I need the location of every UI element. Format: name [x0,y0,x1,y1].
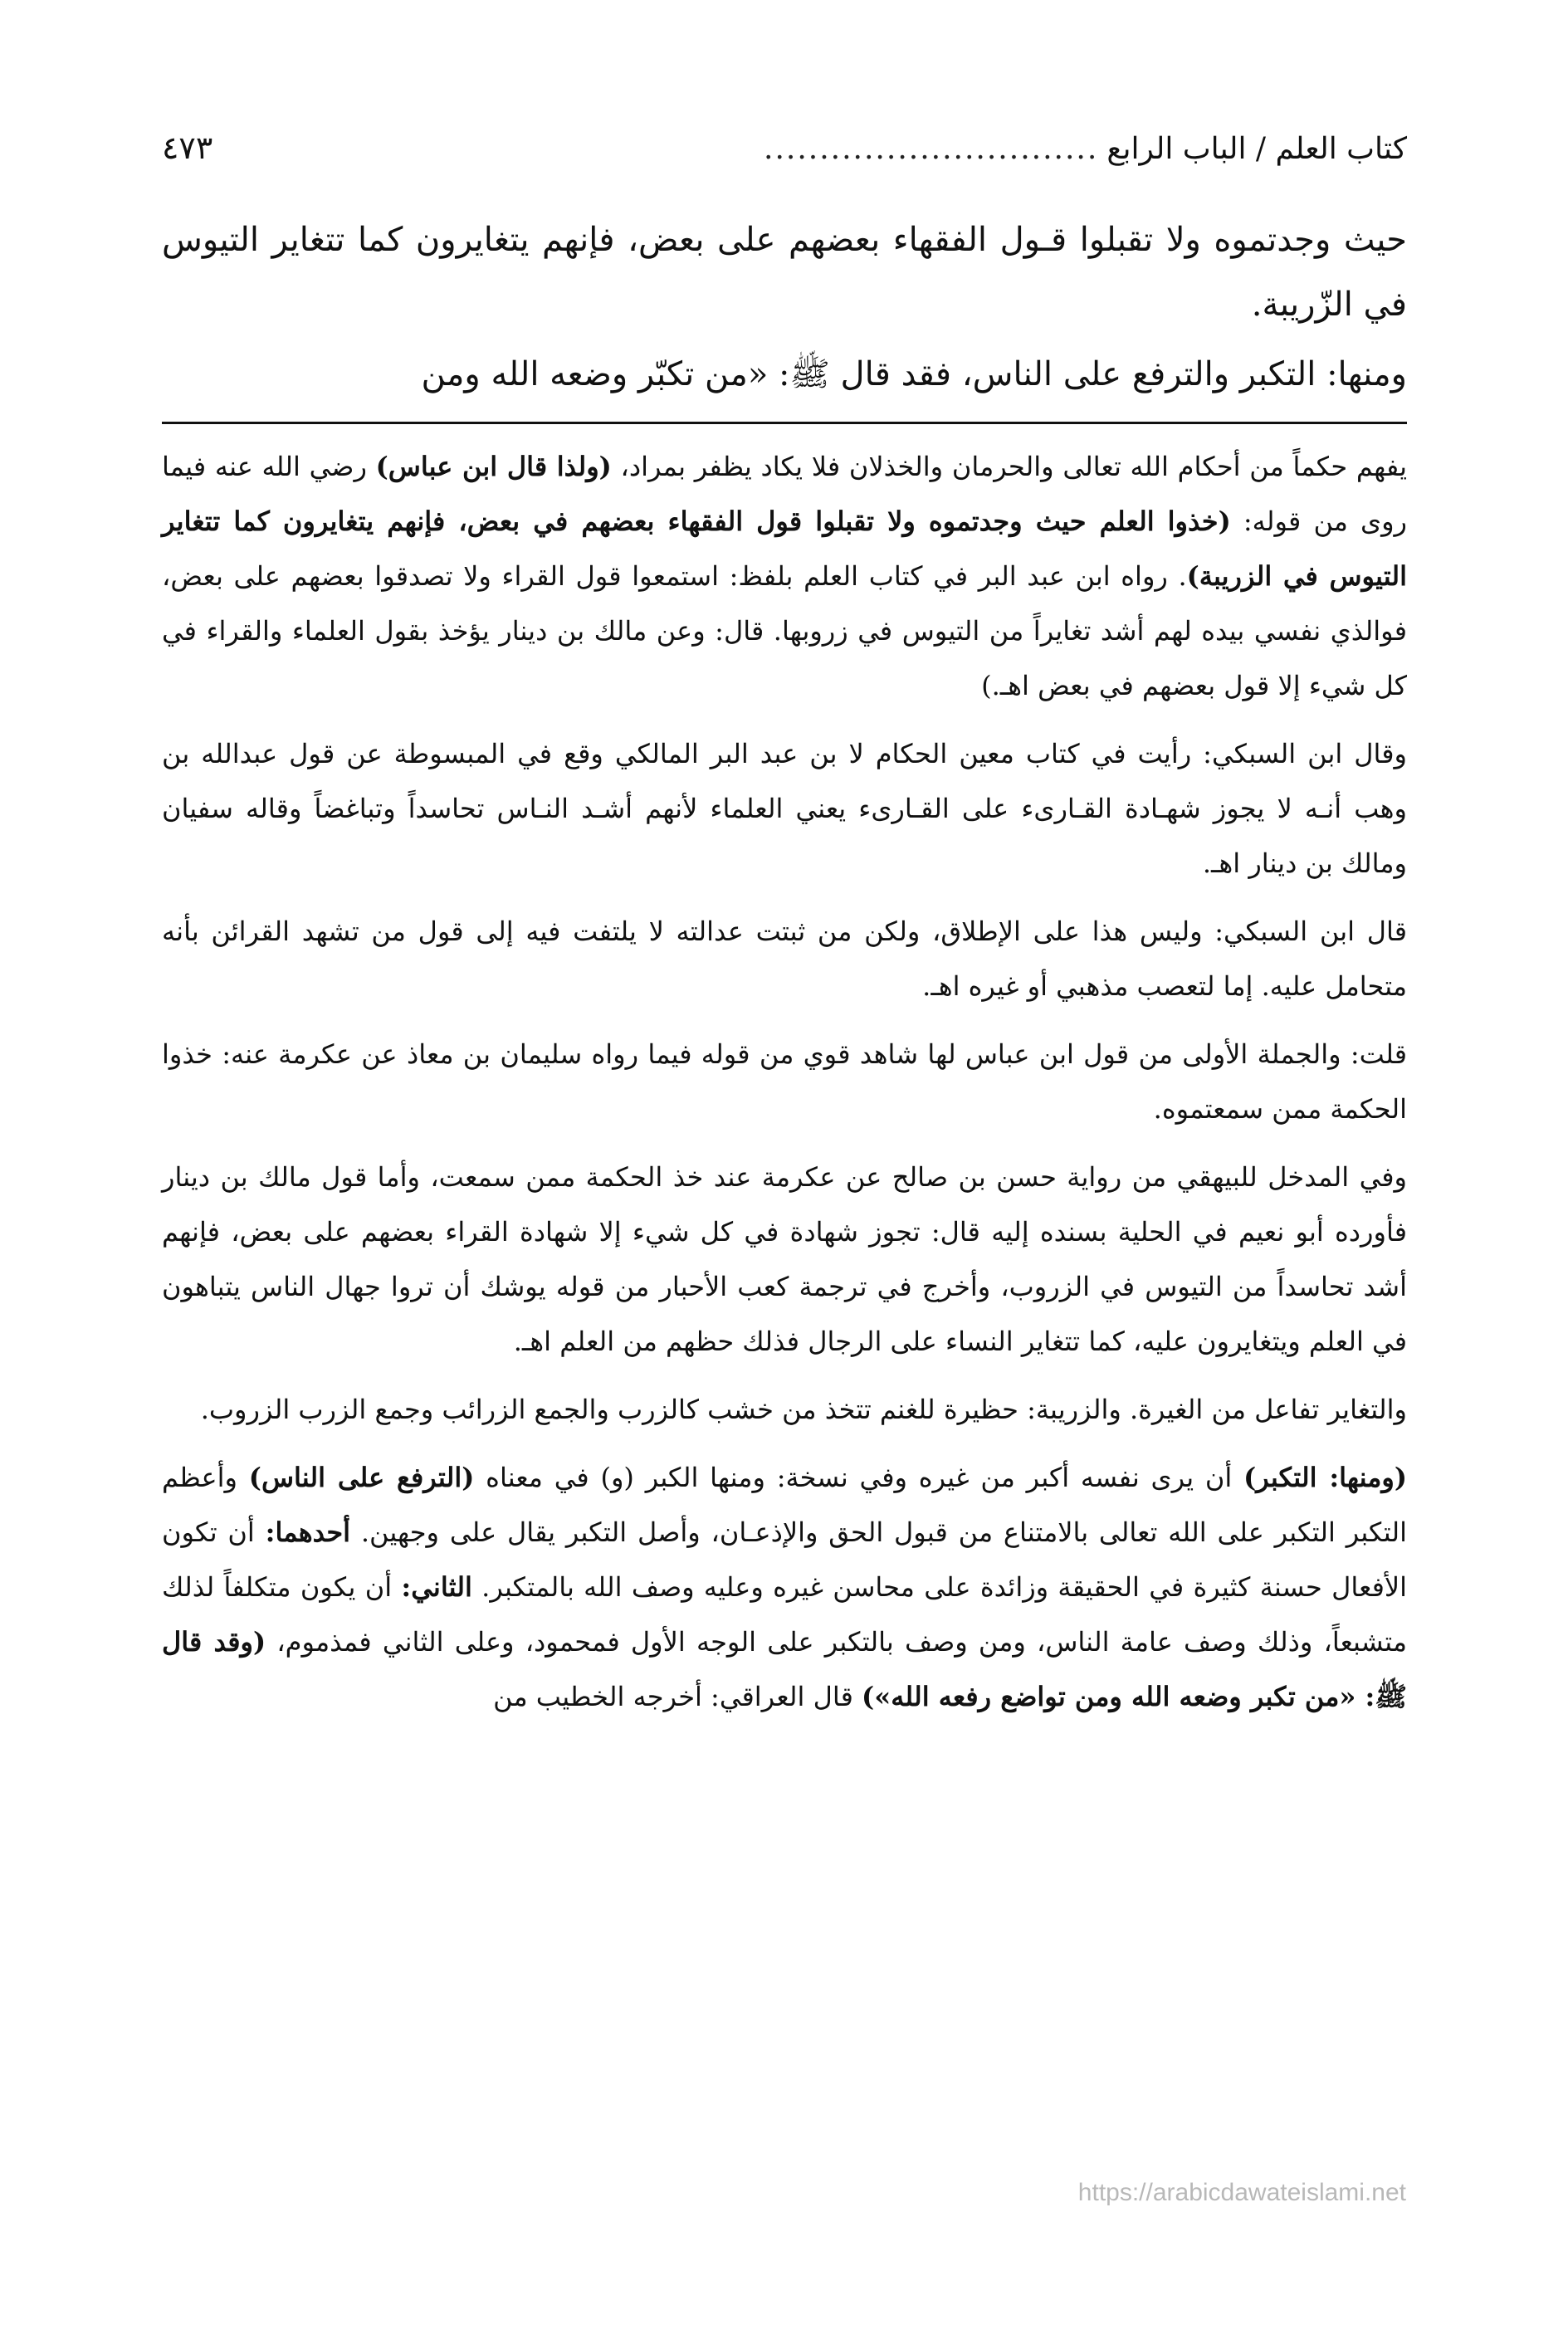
commentary-text: أن تكون الأفعال حسنة كثيرة في الحقيقة وزائدة على محاسن غيره وعليه وصف الله بالمتكبر. [162,1516,1408,1603]
main-paragraph-1: حيث وجدتموه ولا تقبلوا قـول الفقهاء بعضهم على بعض، فإنهم يتغايرون كما تتغاير التيوس في الزّريبة. [162,221,1407,324]
header-title: كتاب العلم / الباب الرابع [1106,132,1407,166]
commentary-paragraph-3: قال ابن السبكي: وليس هذا على الإطلاق، ولكن من ثبتت عدالته لا يلتفت فيه إلى قول من تشهد القرائن بأنه متحامل عليه. إما لتعصب مذهبي أو غيره اهـ. [162,916,1407,1002]
commentary-text: يفهم حكماً من أحكام الله تعالى والحرمان والخذلان فلا يكاد يظفر بمراد، [611,451,1407,482]
commentary-bold-quote: (خذوا العلم حيث وجدتموه ولا تقبلوا قول الفقهاء بعضهم في بعض، فإنهم يتغايرون كما تتغاير التيوس في الزريبة) [162,505,1407,592]
commentary-bold-term: أحدهما: [265,1516,351,1548]
commentary-paragraph-5: وفي المدخل للبيهقي من رواية حسن بن صالح عن عكرمة عند خذ الحكمة ممن سمعت، وأما قول مالك بن دينار فأورده أبو نعيم في الحلية بسنده إليه قال: تجوز شهادة في كل شيء إلا شهادة القراء بعضهم على بعض، فإنهم أشد تحاسداً من التيوس في الزروب، وأخرج في ترجمة كعب الأحبار من قوله يوشك أن تروا جهال الناس يتباهون في العلم ويتغايرون عليه، كما تتغاير النساء على الرجال فذلك حظهم من العلم اهـ. [162,1161,1408,1357]
commentary-text: قال العراقي: أخرجه الخطيب من [493,1681,862,1712]
commentary-text: . رواه ابن عبد البر في كتاب العلم بلفظ: استمعوا قول القراء ولا تصدقوا بعضهم على بعض، فوالذي نفسي بيده لهم أشد تغايراً من التيوس في زروبها. قال: وعن مالك بن دينار يؤخذ بقول العلماء والقراء في كل شيء إلا قول بعضهم في بعض اهـ.) [162,560,1408,701]
commentary-bold-quote: (الترفع على الناس) [248,1462,475,1493]
commentary-text: أن يرى نفسه أكبر من غيره وفي نسخة: ومنها الكبر (و) في معناه [474,1462,1244,1493]
running-header [162,125,1407,174]
main-text [162,208,1407,407]
footnote-separator [162,422,1407,424]
commentary-paragraph-7 [162,1450,1407,1724]
commentary-paragraph-6: والتغاير تفاعل من الغيرة. والزريبة: حظيرة للغنم تتخذ من خشب كالزرب والجمع الزرائب وجمع الزرب الزروب. [200,1394,1407,1425]
commentary-text: أن يكون متكلفاً لذلك متشبعاً، وذلك وصف عامة الناس، ومن وصف بالتكبر على الوجه الأول فمحمود، وعلى الثاني فمذموم، [162,1571,1408,1658]
commentary-paragraph-1 [162,439,1407,713]
commentary-bold-quote: (ولذا قال ابن عباس) [375,451,612,482]
commentary-text: رضي الله عنه فيما روى من قوله: [162,451,1408,537]
commentary-paragraph-2: وقال ابن السبكي: رأيت في كتاب معين الحكام لا بن عبد البر المالكي وقع في المبسوطة عن قول عبدالله بن وهب أنـه لا يجوز شهـادة القـارىء على القـارىء يعني العلماء لأنهم أشـد النـاس تحاسداً وتباغضاً وقاله سفيان ومالك بن دينار اهـ. [162,738,1408,879]
commentary-paragraph-4: قلت: والجملة الأولى من قول ابن عباس لها شاهد قوي من قوله فيما رواه سليمان بن معاذ عن عكرمة عنه: خذوا الحكمة ممن سمعتموه. [162,1038,1407,1125]
watermark-url: https://arabicdawateislami.net [1077,2179,1406,2206]
book-page [162,125,1407,1737]
page-number: ٤٧٣ [162,129,213,166]
commentary-bold-quote: (ومنها: التكبر) [1243,1462,1408,1493]
main-paragraph-2: ومنها: التكبر والترفع على الناس، فقد قال ﷺ: «من تكبّر وضعه الله ومن [421,355,1407,393]
commentary-bold-quote: (وقد قال ﷺ: «من تكبر وضعه الله ومن تواضع رفعه الله») [162,1626,1407,1712]
header-dot-leader: .............................. [764,132,1099,166]
commentary [162,439,1407,1724]
commentary-bold-term: الثاني: [401,1571,472,1603]
commentary-text: وأعظم التكبر التكبر على الله تعالى بالامتناع من قبول الحق والإذعـان، وأصل التكبر يقال على وجهين. [162,1462,1408,1548]
